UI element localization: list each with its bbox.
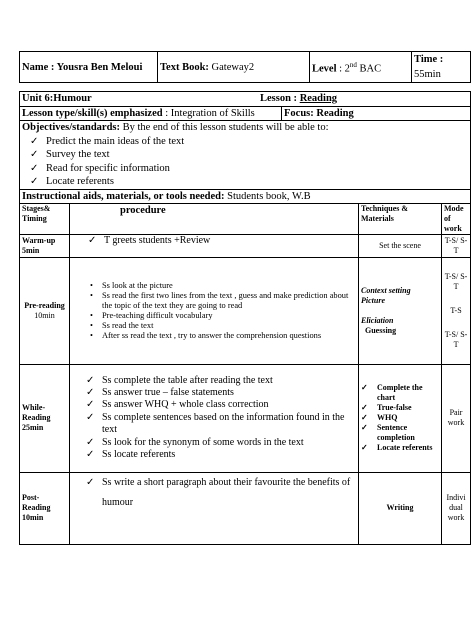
check-icon: ✓: [361, 413, 368, 422]
col-header-procedure: procedure: [70, 203, 359, 234]
procedure-item: ✓ Ss look for the synonym of some words in the text: [86, 436, 304, 448]
technique-prereading: Context setting Picture Eliciation Guessing: [359, 257, 442, 364]
textbook-value: Gateway2: [208, 61, 255, 73]
check-icon: ✓: [30, 162, 39, 174]
objective-item: ✓ Survey the text: [30, 149, 110, 160]
lesson-label: Lesson :: [260, 93, 300, 104]
level-rest: BAC: [356, 63, 382, 75]
procedure-whilereading: [70, 364, 359, 472]
stage-prereading: Pre-reading 10min: [20, 257, 70, 364]
mode-warmup: T-S/ S-T: [442, 234, 471, 257]
technique-item: ✓ Locate referents: [361, 443, 433, 452]
focus-label: Focus: Reading: [284, 108, 354, 119]
col-header-stages: Stages& Timing: [20, 203, 70, 234]
textbook-cell: [158, 52, 310, 83]
stage-row-whilereading: [20, 364, 471, 472]
plan-table: [19, 91, 471, 545]
procedure-item: ✓ T greets students +Review: [88, 234, 211, 246]
col-header-techniques: Techniques & Materials: [359, 203, 442, 234]
mode-prereading: T-S/ S-T T-S T-S/ S-T: [442, 257, 471, 364]
materials-value: Students book, W.B: [224, 190, 311, 202]
bullet-icon: •: [90, 290, 93, 300]
bullet-icon: •: [90, 310, 93, 320]
procedure-prereading: [70, 257, 359, 364]
procedure-item: ✓ Ss answer WHQ + whole class correction: [86, 399, 269, 411]
check-icon: ✓: [30, 135, 39, 147]
stage-warmup: Warm-up 5min: [20, 234, 70, 257]
name-cell: [20, 52, 158, 83]
technique-item: ✓ Complete the chart: [361, 383, 423, 402]
procedure-item: • Ss read the first two lines from the text , guess and make prediction about the topic of the text they are going to read: [90, 290, 349, 310]
level-label: Level: [312, 63, 337, 75]
procedure-item: ✓ Ss write a short paragraph about their favourite the benefits of humour: [86, 473, 356, 513]
procedure-item: ✓ Ss complete the table after reading the text: [86, 374, 273, 386]
check-icon: ✓: [361, 423, 368, 432]
check-icon: ✓: [30, 176, 39, 187]
technique-warmup: Set the scene: [359, 234, 442, 257]
check-icon: ✓: [86, 476, 95, 488]
check-icon: ✓: [86, 399, 95, 411]
bullet-icon: •: [90, 330, 93, 340]
procedure-warmup: [70, 234, 359, 257]
check-icon: ✓: [361, 403, 368, 412]
time-label: Time :: [414, 54, 444, 65]
stage-whilereading: While-Reading 25min: [20, 364, 70, 472]
check-icon: ✓: [361, 443, 368, 452]
procedure-item: • Pre-teaching difficult vocabulary: [90, 310, 213, 320]
mode-postreading: Indivi dual work: [442, 472, 471, 544]
procedure-item: • Ss read the text: [90, 320, 154, 330]
textbook-label: Text Book:: [160, 61, 209, 73]
time-cell: [412, 52, 471, 83]
procedure-postreading: [70, 472, 359, 544]
check-icon: ✓: [30, 149, 39, 160]
bullet-icon: •: [90, 280, 93, 290]
unit-row: [20, 92, 471, 107]
materials-label: Instructional aids, materials, or tools needed:: [22, 190, 225, 202]
check-icon: ✓: [86, 386, 95, 398]
bullet-icon: •: [90, 320, 93, 330]
procedure-item: ✓ Ss locate referents: [86, 449, 176, 461]
lesson-type-row: [20, 107, 471, 121]
objective-item: ✓ Read for specific information: [30, 162, 170, 174]
technique-postreading: Writing: [359, 472, 442, 544]
level-sup: nd: [349, 60, 357, 69]
procedure-item: ✓ Ss complete sentences based on the information found in the text: [86, 411, 345, 436]
header-table: [19, 51, 471, 83]
objectives-row: [20, 121, 471, 190]
level-value: : 2: [336, 63, 350, 75]
mode-whilereading: Pair work: [442, 364, 471, 472]
technique-item: ✓ Sentence completion: [361, 423, 415, 442]
level-cell: [310, 52, 412, 83]
objective-item: ✓ Locate referents: [30, 176, 114, 187]
check-icon: ✓: [88, 234, 97, 246]
materials-row: [20, 189, 471, 203]
objectives-intro: By the end of this lesson students will be able to:: [120, 122, 329, 133]
procedure-item: ✓ Ss answer true – false statements: [86, 386, 234, 398]
col-header-mode: Mode of work: [442, 203, 471, 234]
check-icon: ✓: [86, 374, 95, 386]
check-icon: ✓: [86, 449, 95, 461]
check-icon: ✓: [86, 411, 95, 423]
name-label: Name :: [22, 61, 57, 73]
technique-item: ✓ True-false: [361, 403, 412, 412]
check-icon: ✓: [86, 436, 95, 448]
stage-row-postreading: [20, 472, 471, 544]
check-icon: ✓: [361, 383, 368, 392]
objectives-label: Objectives/standards:: [22, 122, 120, 133]
stage-postreading: Post-Reading 10min: [20, 472, 70, 544]
technique-item: ✓ WHQ: [361, 413, 398, 422]
unit-label: Unit 6:Humour: [22, 93, 92, 104]
lesson-plan: [19, 51, 470, 545]
technique-whilereading: [359, 364, 442, 472]
procedure-item: • After ss read the text , try to answer the comprehension questions: [90, 330, 322, 340]
stage-row-prereading: [20, 257, 471, 364]
lesson-value: Reading: [299, 93, 338, 104]
time-value: 55min: [414, 69, 441, 80]
lesson-type-value: : Integration of Skills: [162, 108, 255, 119]
procedure-item: • Ss look at the picture: [90, 280, 173, 290]
name-value: Yousra Ben Meloui: [56, 61, 143, 73]
lesson-type-label: Lesson type/skill(s) emphasized: [22, 108, 163, 119]
objective-item: ✓ Predict the main ideas of the text: [30, 135, 185, 147]
stage-row-warmup: [20, 234, 471, 257]
